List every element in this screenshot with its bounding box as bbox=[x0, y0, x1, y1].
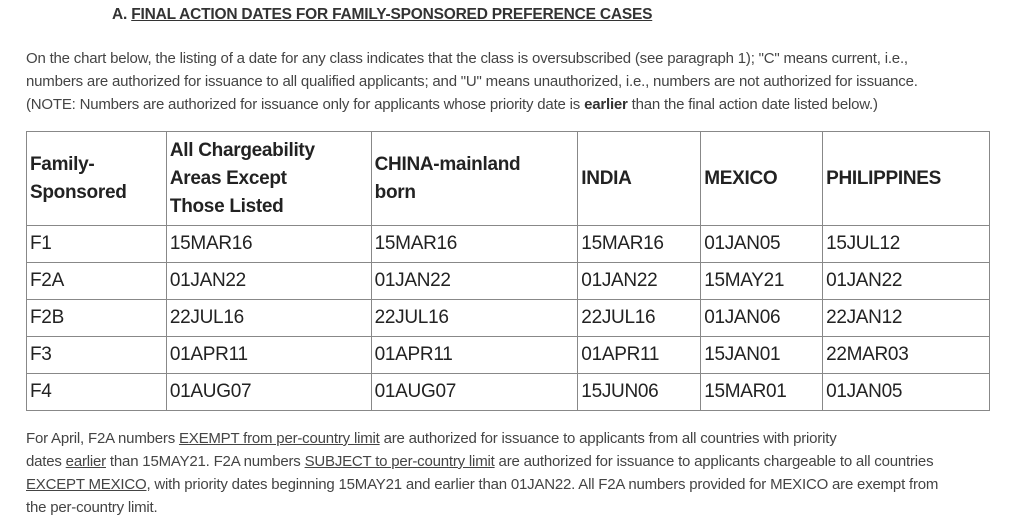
cell-china: 01JAN22 bbox=[371, 263, 578, 300]
intro-line-1: On the chart below, the listing of a date for any class indicates that the class is oversubscribed (see paragraph 1); "C" means current, i.e., bbox=[26, 50, 908, 67]
cell-category: F2A bbox=[27, 263, 167, 300]
final-action-dates-table bbox=[26, 131, 990, 411]
section-label: A. bbox=[112, 6, 128, 23]
header-china: CHINA-mainland born bbox=[371, 132, 578, 226]
header-mexico: MEXICO bbox=[701, 132, 823, 226]
section-heading bbox=[112, 6, 652, 24]
intro-paragraph bbox=[26, 47, 986, 116]
intro-note-emphasis: earlier bbox=[584, 96, 628, 113]
earlier-link[interactable]: earlier bbox=[65, 453, 106, 470]
table-row bbox=[27, 337, 990, 374]
cell-all: 22JUL16 bbox=[166, 300, 371, 337]
footer-line-1: For April, F2A numbers EXEMPT from per-country limit are authorized for issuance to applicants from all countries with priority bbox=[26, 430, 837, 447]
cell-china: 01AUG07 bbox=[371, 374, 578, 411]
cell-philippines: 01JAN05 bbox=[823, 374, 990, 411]
header-all-chargeability: All Chargeability Areas Except Those Listed bbox=[166, 132, 371, 226]
cell-all: 01APR11 bbox=[166, 337, 371, 374]
cell-category: F4 bbox=[27, 374, 167, 411]
cell-china: 22JUL16 bbox=[371, 300, 578, 337]
cell-mexico: 01JAN05 bbox=[701, 226, 823, 263]
footer-line-2: dates earlier than 15MAY21. F2A numbers SUBJECT to per-country limit are authorized for issuance to applicants chargeable to all countries bbox=[26, 453, 934, 470]
cell-all: 15MAR16 bbox=[166, 226, 371, 263]
table-row bbox=[27, 263, 990, 300]
intro-note-end: than the final action date listed below.) bbox=[627, 96, 878, 113]
header-india: INDIA bbox=[578, 132, 701, 226]
header-philippines: PHILIPPINES bbox=[823, 132, 990, 226]
cell-philippines: 15JUL12 bbox=[823, 226, 990, 263]
footer-line-4: the per-country limit. bbox=[26, 499, 158, 516]
cell-all: 01AUG07 bbox=[166, 374, 371, 411]
header-family-sponsored: Family- Sponsored bbox=[27, 132, 167, 226]
footer-line-3: EXCEPT MEXICO, with priority dates beginning 15MAY21 and earlier than 01JAN22. All F2A numbers provided for MEXICO are exempt from bbox=[26, 476, 939, 493]
exempt-link[interactable]: EXEMPT from per-country limit bbox=[178, 430, 380, 447]
cell-philippines: 22MAR03 bbox=[823, 337, 990, 374]
intro-line-2: numbers are authorized for issuance to all qualified applicants; and "U" means unauthorized, i.e., numbers are not authorized for issuance. bbox=[26, 73, 918, 90]
cell-china: 15MAR16 bbox=[371, 226, 578, 263]
table-row bbox=[27, 300, 990, 337]
cell-mexico: 15JAN01 bbox=[701, 337, 823, 374]
cell-mexico: 15MAR01 bbox=[701, 374, 823, 411]
cell-india: 22JUL16 bbox=[578, 300, 701, 337]
subject-link[interactable]: SUBJECT to per-country limit bbox=[304, 453, 495, 470]
cell-india: 01JAN22 bbox=[578, 263, 701, 300]
footer-paragraph bbox=[26, 427, 986, 519]
cell-mexico: 01JAN06 bbox=[701, 300, 823, 337]
intro-note-start: (NOTE: Numbers are authorized for issuance only for applicants whose priority date is bbox=[26, 96, 585, 113]
cell-india: 01APR11 bbox=[578, 337, 701, 374]
cell-china: 01APR11 bbox=[371, 337, 578, 374]
cell-india: 15MAR16 bbox=[578, 226, 701, 263]
cell-mexico: 15MAY21 bbox=[701, 263, 823, 300]
cell-category: F3 bbox=[27, 337, 167, 374]
cell-philippines: 01JAN22 bbox=[823, 263, 990, 300]
cell-category: F2B bbox=[27, 300, 167, 337]
section-title: FINAL ACTION DATES FOR FAMILY-SPONSORED PREFERENCE CASES bbox=[131, 6, 653, 23]
intro-line-3 bbox=[26, 93, 986, 116]
table-row bbox=[27, 374, 990, 411]
cell-india: 15JUN06 bbox=[578, 374, 701, 411]
table-header-row bbox=[27, 132, 990, 226]
cell-philippines: 22JAN12 bbox=[823, 300, 990, 337]
cell-category: F1 bbox=[27, 226, 167, 263]
cell-all: 01JAN22 bbox=[166, 263, 371, 300]
table-row bbox=[27, 226, 990, 263]
except-mexico-link[interactable]: EXCEPT MEXICO bbox=[26, 476, 147, 493]
